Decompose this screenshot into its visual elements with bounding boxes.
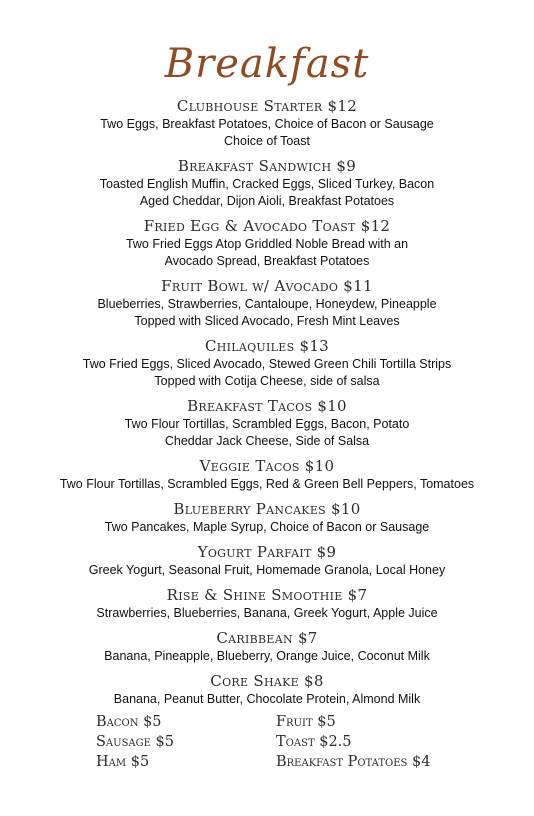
menu-item-description: Two Fried Eggs, Sliced Avocado, Stewed Green Chili Tortilla Strips bbox=[82, 357, 452, 371]
menu-item bbox=[0, 397, 534, 450]
menu-item bbox=[0, 337, 534, 390]
menu-item-description: Two Pancakes, Maple Syrup, Choice of Bacon or Sausage bbox=[104, 520, 430, 534]
menu-item bbox=[0, 457, 534, 493]
menu-item-name: Blueberry Pancakes $10 bbox=[173, 500, 361, 518]
menu-item-description: Two Eggs, Breakfast Potatoes, Choice of Bacon or Sausage bbox=[100, 117, 434, 131]
menu-item bbox=[0, 586, 534, 622]
side-item: Sausage $5 bbox=[96, 734, 175, 750]
side-item: Ham $5 bbox=[96, 754, 150, 770]
menu-item-name: Rise & Shine Smoothie $7 bbox=[166, 586, 368, 604]
menu-item bbox=[0, 277, 534, 330]
menu-item-description: Choice of Toast bbox=[224, 134, 310, 148]
menu-item-description: Two Flour Tortillas, Scrambled Eggs, Red & Green Bell Peppers, Tomatoes bbox=[59, 477, 475, 491]
menu-item bbox=[0, 672, 534, 708]
side-item: Toast $2.5 bbox=[276, 734, 352, 750]
menu-item-description: Aged Cheddar, Dijon Aioli, Breakfast Potatoes bbox=[139, 194, 395, 208]
menu-item bbox=[0, 543, 534, 579]
menu-item-name: Core Shake $8 bbox=[210, 672, 324, 690]
menu-item bbox=[0, 217, 534, 270]
menu-item-description: Topped with Cotija Cheese, side of salsa bbox=[154, 374, 380, 388]
menu-item bbox=[0, 500, 534, 536]
menu-item-name: Veggie Tacos $10 bbox=[199, 457, 335, 475]
menu-item-description: Two Fried Eggs Atop Griddled Noble Bread with an bbox=[125, 237, 409, 251]
menu-item-name: Fruit Bowl w/ Avocado $11 bbox=[161, 277, 373, 295]
menu-item-name: Fried Egg & Avocado Toast $12 bbox=[143, 217, 391, 235]
menu-item-description: Banana, Pineapple, Blueberry, Orange Juice, Coconut Milk bbox=[104, 649, 430, 663]
menu-item-description: Banana, Peanut Butter, Chocolate Protein, Almond Milk bbox=[113, 692, 421, 706]
menu-item-name: Yogurt Parfait $9 bbox=[197, 543, 337, 561]
menu-item-name: Chilaquiles $13 bbox=[204, 337, 330, 355]
menu-title: Breakfast bbox=[164, 41, 370, 87]
menu-item bbox=[0, 629, 534, 665]
menu-item-name: Breakfast Tacos $10 bbox=[187, 397, 347, 415]
menu-item-name: Caribbean $7 bbox=[216, 629, 318, 647]
side-item: Fruit $5 bbox=[276, 714, 336, 730]
menu-item-description: Greek Yogurt, Seasonal Fruit, Homemade Granola, Local Honey bbox=[88, 563, 446, 577]
menu-item-description: Toasted English Muffin, Cracked Eggs, Sliced Turkey, Bacon bbox=[99, 177, 435, 191]
menu-item-description: Two Flour Tortillas, Scrambled Eggs, Bacon, Potato bbox=[124, 417, 410, 431]
menu-items-list bbox=[0, 97, 534, 715]
menu-item-description: Topped with Sliced Avocado, Fresh Mint Leaves bbox=[134, 314, 400, 328]
side-item: Bacon $5 bbox=[96, 714, 162, 730]
sides-column-left bbox=[96, 712, 174, 772]
menu-item-name: Breakfast Sandwich $9 bbox=[177, 157, 357, 175]
menu-item-description: Avocado Spread, Breakfast Potatoes bbox=[164, 254, 370, 268]
menu-item-description: Blueberries, Strawberries, Cantaloupe, Honeydew, Pineapple bbox=[97, 297, 437, 311]
menu-item bbox=[0, 157, 534, 210]
menu-item-name: Clubhouse Starter $12 bbox=[176, 97, 358, 115]
menu-item bbox=[0, 97, 534, 150]
sides-column-right bbox=[276, 712, 430, 772]
side-item: Breakfast Potatoes $4 bbox=[276, 754, 431, 770]
menu-item-description: Cheddar Jack Cheese, Side of Salsa bbox=[164, 434, 370, 448]
menu-item-description: Strawberries, Blueberries, Banana, Greek Yogurt, Apple Juice bbox=[96, 606, 438, 620]
